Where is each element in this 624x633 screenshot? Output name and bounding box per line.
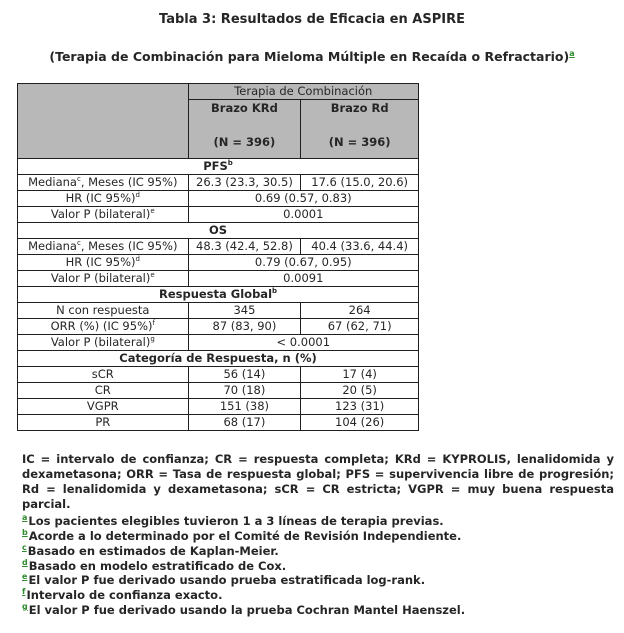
header-row-group xyxy=(18,84,419,100)
os-median-row xyxy=(18,239,419,255)
subtitle-footnote-mark[interactable]: a xyxy=(569,49,575,58)
efficacy-table xyxy=(17,83,419,431)
category-krd: 151 (38) xyxy=(188,399,301,415)
os-median-krd: 48.3 (42.4, 52.8) xyxy=(188,239,301,255)
os-hr-label xyxy=(18,255,189,271)
subtitle-text: (Terapia de Combinación para Mieloma Múltiple en Recaída o Refractario) xyxy=(49,49,570,65)
footnote-text: El valor P fue derivado usando la prueba Cochran Mantel Haenszel. xyxy=(28,602,466,617)
header-krd-n: (N = 396) xyxy=(213,135,276,149)
footnote-mark[interactable]: e xyxy=(22,572,28,581)
response-n-row xyxy=(18,303,419,319)
category-label: CR xyxy=(18,383,189,399)
response-p-row xyxy=(18,335,419,351)
category-row xyxy=(18,415,419,431)
footnote-mark[interactable]: c xyxy=(22,543,27,552)
os-p-row xyxy=(18,271,419,287)
os-section-row xyxy=(18,223,419,239)
response-orr-rd: 67 (62, 71) xyxy=(301,319,419,335)
category-krd: 56 (14) xyxy=(188,367,301,383)
response-orr-row xyxy=(18,319,419,335)
category-row xyxy=(18,367,419,383)
pfs-hr-label-text: HR (IC 95%) xyxy=(65,191,136,205)
pfs-section-label: PFS xyxy=(203,159,228,173)
footnote-mark[interactable]: d xyxy=(22,558,28,567)
os-hr-note: d xyxy=(135,255,140,264)
os-hr-row xyxy=(18,255,419,271)
pfs-median-label xyxy=(18,175,189,191)
pfs-p-label-text: Valor P (bilateral) xyxy=(50,207,151,221)
header-rd-n: (N = 396) xyxy=(328,135,391,149)
footnote-mark[interactable]: f xyxy=(22,587,26,596)
category-label: PR xyxy=(18,415,189,431)
category-row xyxy=(18,399,419,415)
footnote-text: El valor P fue derivado usando prueba estratificada log-rank. xyxy=(28,572,426,587)
os-median-note: c xyxy=(76,239,81,248)
response-p-label xyxy=(18,335,189,351)
category-rd: 17 (4) xyxy=(301,367,419,383)
header-rd-label: Brazo Rd xyxy=(330,101,389,115)
os-median-rd: 40.4 (33.6, 44.4) xyxy=(301,239,419,255)
table-subtitle xyxy=(0,49,624,64)
os-p-note: e xyxy=(150,271,155,280)
os-hr-value: 0.79 (0.67, 0.95) xyxy=(188,255,418,271)
pfs-p-note: e xyxy=(150,207,155,216)
pfs-hr-value: 0.69 (0.57, 0.83) xyxy=(188,191,418,207)
pfs-p-value: 0.0001 xyxy=(188,207,418,223)
footnote-mark[interactable]: a xyxy=(22,513,28,522)
pfs-hr-note: d xyxy=(135,191,140,200)
footnote-text: Acorde a lo determinado por el Comité de Revisión Independiente. xyxy=(28,528,462,543)
pfs-section-cell xyxy=(18,159,419,175)
os-median-label-text: Mediana xyxy=(28,239,77,253)
header-rd-cell xyxy=(301,100,419,159)
header-group-cell: Terapia de Combinación xyxy=(188,84,418,100)
footnote-text: Intervalo de confianza exacto. xyxy=(26,587,223,602)
footnote-text: Basado en estimados de Kaplan-Meier. xyxy=(27,543,279,558)
pfs-section-note: b xyxy=(227,159,233,168)
footnote-text: Basado en modelo estratificado de Cox. xyxy=(28,558,287,573)
pfs-median-rd: 17.6 (15.0, 20.6) xyxy=(301,175,419,191)
response-section-row xyxy=(18,287,419,303)
os-median-label-rest: , Meses (IC 95%) xyxy=(80,239,178,253)
footnote-mark[interactable]: g xyxy=(22,602,28,611)
response-p-value: < 0.0001 xyxy=(188,335,418,351)
pfs-hr-label xyxy=(18,191,189,207)
header-krd-label: Brazo KRd xyxy=(211,101,278,115)
category-label: sCR xyxy=(18,367,189,383)
footnote-text: Los pacientes elegibles tuvieron 1 a 3 líneas de terapia previas. xyxy=(28,513,444,528)
table-title: Tabla 3: Resultados de Eficacia en ASPIRE xyxy=(159,12,465,27)
category-rd: 20 (5) xyxy=(301,383,419,399)
header-krd-cell xyxy=(188,100,301,159)
header-corner-cell xyxy=(18,84,189,159)
pfs-section-row xyxy=(18,159,419,175)
os-section-cell: OS xyxy=(18,223,419,239)
category-row xyxy=(18,383,419,399)
pfs-p-label xyxy=(18,207,189,223)
response-section-label: Respuesta Global xyxy=(158,287,273,301)
category-krd: 70 (18) xyxy=(188,383,301,399)
os-p-value: 0.0091 xyxy=(188,271,418,287)
category-krd: 68 (17) xyxy=(188,415,301,431)
response-orr-note: f xyxy=(152,319,155,328)
response-section-cell xyxy=(18,287,419,303)
category-rd: 123 (31) xyxy=(301,399,419,415)
pfs-median-krd: 26.3 (23.3, 30.5) xyxy=(188,175,301,191)
footnote xyxy=(22,599,465,618)
response-p-note: g xyxy=(150,335,155,344)
category-section-row xyxy=(18,351,419,367)
os-hr-label-text: HR (IC 95%) xyxy=(65,255,136,269)
pfs-median-label-rest: , Meses (IC 95%) xyxy=(80,175,178,189)
os-p-label-text: Valor P (bilateral) xyxy=(50,271,151,285)
response-n-label: N con respuesta xyxy=(18,303,189,319)
os-p-label xyxy=(18,271,189,287)
pfs-hr-row xyxy=(18,191,419,207)
response-n-krd: 345 xyxy=(188,303,301,319)
response-orr-krd: 87 (83, 90) xyxy=(188,319,301,335)
response-n-rd: 264 xyxy=(301,303,419,319)
pfs-p-row xyxy=(18,207,419,223)
category-section-cell: Categoría de Respuesta, n (%) xyxy=(18,351,419,367)
response-orr-label-text: ORR (%) (IC 95%) xyxy=(50,319,153,333)
pfs-median-label-text: Mediana xyxy=(28,175,77,189)
response-section-note: b xyxy=(272,287,278,296)
response-p-label-text: Valor P (bilateral) xyxy=(50,335,151,349)
os-median-label xyxy=(18,239,189,255)
category-label: VGPR xyxy=(18,399,189,415)
response-orr-label xyxy=(18,319,189,335)
pfs-median-note: c xyxy=(76,175,81,184)
category-rd: 104 (26) xyxy=(301,415,419,431)
pfs-median-row xyxy=(18,175,419,191)
footnote-mark[interactable]: b xyxy=(22,528,28,537)
abbreviations-note: IC = intervalo de confianza; CR = respuesta completa; KRd = KYPROLIS, lenalidomida y dexametasona; ORR = Tasa de respuesta global; PFS = supervivencia libre de progresión; Rd = lenalidomida y dexametasona; sCR = CR estricta; VGPR = muy buena respuesta parcial. xyxy=(22,452,614,511)
